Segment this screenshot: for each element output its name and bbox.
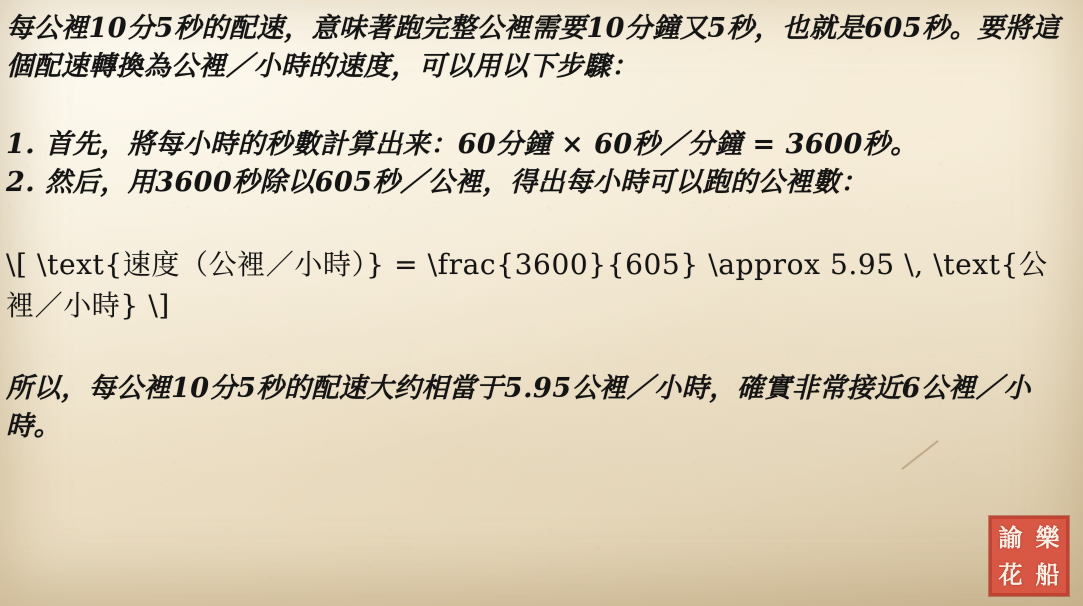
step-item-2: 2. 然后，用3600秒除以605秒／公裡，得出每小時可以跑的公裡數： bbox=[6, 167, 868, 198]
seal-char-1: 諭 bbox=[998, 522, 1023, 552]
seal-char-2: 樂 bbox=[1035, 522, 1060, 552]
conclusion-paragraph: 所以，每公裡10分5秒的配速大约相當于5.95公裡／小時，確實非常接近6公裡／小時。 bbox=[6, 373, 1031, 442]
seal-char-3: 花 bbox=[998, 559, 1023, 589]
step-item-1: 1. 首先，將每小時的秒數計算出来：60分鐘 × 60秒／分鐘 = 3600秒。 bbox=[6, 129, 918, 160]
seal-char-4: 船 bbox=[1035, 559, 1060, 589]
intro-paragraph: 每公裡10分5秒的配速，意味著跑完整公裡需要10分鐘又5秒，也就是605秒。要將這個配速轉換為公裡／小時的速度，可以用以下步驟： bbox=[6, 13, 1060, 82]
steps-list bbox=[6, 126, 1069, 202]
seal-stamp bbox=[989, 516, 1069, 596]
latex-formula-raw: \[ \text{速度（公裡／小時）} = \frac{3600}{605} \approx 5.95 \, \text{公裡／小時} \] bbox=[6, 248, 1048, 322]
